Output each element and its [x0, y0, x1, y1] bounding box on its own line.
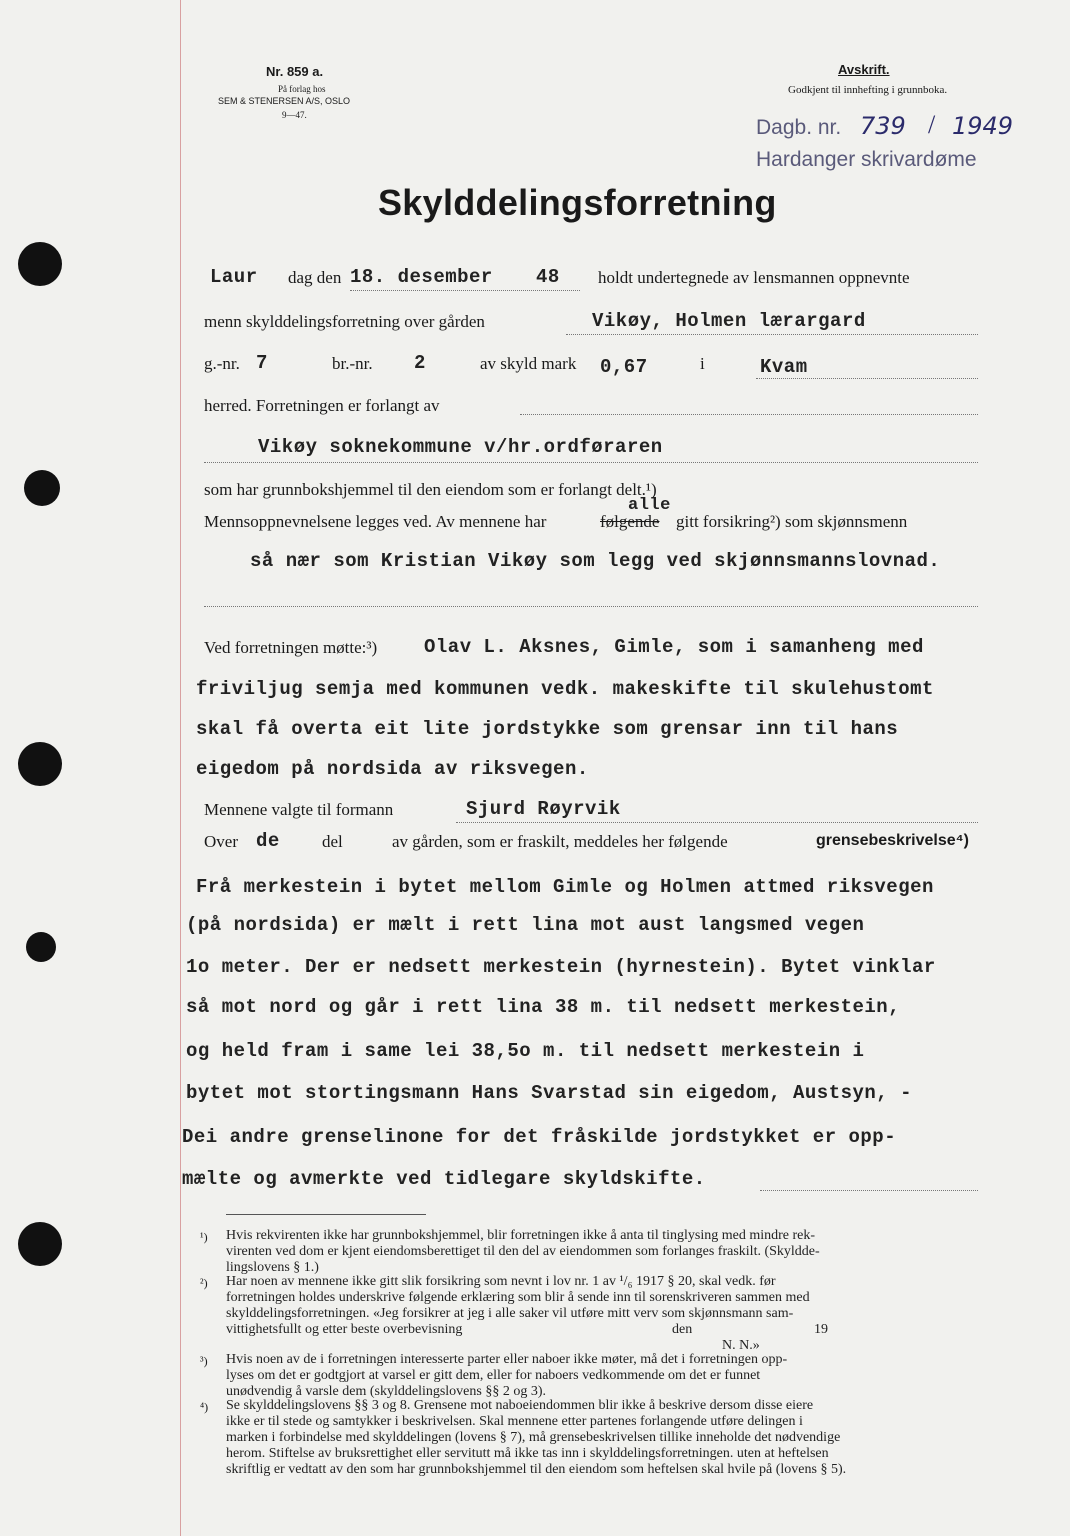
struck-word: følgende	[600, 512, 660, 531]
footnote-2-mark: ²)	[200, 1276, 208, 1290]
dagb-label: Dagb. nr.	[756, 116, 842, 139]
weekday-value: Laur	[210, 266, 258, 288]
punch-hole-2	[24, 470, 60, 506]
oppnevnelse-post: gitt forsikring²) som skjønnsmenn	[676, 512, 908, 531]
formann-name: Sjurd Røyrvik	[466, 798, 621, 820]
grense-label: grensebeskrivelse⁴)	[816, 832, 969, 849]
brnr-label: br.-nr.	[332, 354, 373, 373]
publisher-line-1: På forlag hos	[278, 84, 326, 94]
footnote-separator	[226, 1214, 426, 1215]
gnr-label: g.-nr.	[204, 354, 240, 373]
dag-den-label: dag den	[288, 268, 342, 287]
del-label: del	[322, 832, 343, 851]
punch-hole-3	[18, 742, 62, 786]
approved-text: Godkjent til innhefting i grunnboka.	[788, 84, 948, 96]
footnote-1-mark: ¹)	[200, 1230, 208, 1244]
requester: Vikøy soknekommune v/hr.ordføraren	[258, 436, 663, 458]
grense-line-4: så mot nord og går i rett lina 38 m. til nedsett merkestein,	[186, 996, 901, 1018]
footnote-3: Hvis noen av de i forretningen interesserte parter eller naboer ikke møter, må det i forretningen opp- lyses om det er godtgjort at varsel er gitt dem, eller for naboers vedkommende om det er funnet unødvendig å varsle dem (skylddelingslovens §§ 2 og 3).	[226, 1352, 788, 1399]
punch-hole-4	[26, 932, 56, 962]
grense-line-6: bytet mot stortingsmann Hans Svarstad sin eigedom, Austsyn, -	[186, 1082, 913, 1104]
grense-line-8: mælte og avmerkte ved tidlegare skyldskifte.	[182, 1168, 706, 1190]
form-number: Nr. 859 a.	[266, 64, 324, 79]
dagb-number: 739	[860, 112, 906, 140]
publisher-line-3: 9—47.	[282, 110, 307, 120]
punch-hole-5	[18, 1222, 62, 1266]
date-value: 18. desember	[350, 266, 493, 288]
office-stamp: Hardanger skrivardøme	[756, 148, 977, 171]
gnr-value: 7	[256, 352, 268, 374]
mote-label: Ved forretningen møtte:³)	[204, 638, 378, 657]
inserted-word: alle	[628, 496, 671, 515]
year-value: 48	[536, 266, 560, 288]
margin-rule	[180, 0, 181, 1536]
mote-line-4: eigedom på nordsida av riksvegen.	[196, 758, 589, 780]
mote-line-3: skal få overta eit lite jordstykke som grensar inn til hans	[196, 718, 899, 740]
mote-line-2: friviljug semja med kommunen vedk. makeskifte til skulehustomt	[196, 678, 934, 700]
document-title: Skylddelingsforretning	[378, 182, 777, 223]
gard-rest: av gården, som er fraskilt, meddeles her følgende	[392, 832, 728, 851]
dagb-slash: /	[928, 110, 936, 139]
grense-line-5: og held fram i same lei 38,5o m. til nedsett merkestein i	[186, 1040, 865, 1062]
copy-label: Avskrift.	[838, 62, 890, 77]
publisher-line-2: SEM & STENERSEN A/S, OSLO	[218, 96, 351, 106]
skyld-label: av skyld mark	[480, 354, 577, 373]
footnote-4-mark: ⁴)	[200, 1400, 209, 1414]
intro-rest: holdt undertegnede av lensmannen oppnevnte	[598, 268, 910, 287]
footnote-1: Hvis rekvirenten ikke har grunnbokshjemmel, blir forretningen ikke å anta til tinglysing med mindre rek- virenten ved dom er kjent eiendomsberettiget til den del av eiendommen som forlanges fraskilt. (Skyldde- lingslovens § 1.)	[226, 1228, 820, 1275]
menn-line: menn skylddelingsforretning over gården	[204, 312, 485, 331]
grense-line-7: Dei andre grenselinone for det fråskilde jordstykket er opp-	[182, 1126, 897, 1148]
farm-name: Vikøy, Holmen lærargard	[592, 310, 866, 332]
skyld-value: 0,67	[600, 356, 648, 378]
grunnbok-line: som har grunnbokshjemmel til den eiendom som er forlangt delt.¹)	[204, 480, 657, 499]
brnr-value: 2	[414, 352, 426, 374]
footnote-3-mark: ³)	[200, 1354, 208, 1368]
punch-hole-1	[18, 242, 62, 286]
grense-line-2: (på nordsida) er mælt i rett lina mot aust langsmed vegen	[186, 914, 865, 936]
formann-label: Mennene valgte til formann	[204, 800, 394, 819]
over-word: de	[256, 830, 280, 852]
oppnevnelse-pre: Mennsoppnevnelsene legges ved. Av mennene har	[204, 512, 547, 531]
exception-line: så nær som Kristian Vikøy som legg ved skjønnsmannslovnad.	[250, 550, 941, 572]
i-label: i	[700, 354, 705, 373]
mote-line-1: Olav L. Aksnes, Gimle, som i samanheng med	[424, 636, 924, 658]
municipality: Kvam	[760, 356, 808, 378]
grense-line-1: Frå merkestein i bytet mellom Gimle og Holmen attmed riksvegen	[196, 876, 934, 898]
footnote-4: Se skylddelingslovens §§ 3 og 8. Grensene mot naboeiendommen blir ikke å beskrive dersom disse eiere ikke er til stede og samtykker i beskrivelsen. Skal mennene etter partenes forlangende utføre delingen i marken i forbindelse med skylddelingen (lovens § 7), må grensebeskrivelsen tillike inneholde det nødvendige herom. Stiftelse av bruksrettighet eller servitutt må ikke tas inn i skylddelingsforretningen. uten at heftelsen skriftlig er vedtatt av den som har grunnbokshjemmel til den eiendom som heftelsen skal hvile på (lovens § 5).	[226, 1398, 847, 1477]
footnote-2: Har noen av mennene ikke gitt slik forsikring som nevnt i lov nr. 1 av ¹/₆ 1917 § 20, skal vedk. før forretningen holdes underskrive følgende erklæring som blir å sende inn til sorenskriveren sammen med skylddelingsforretningen. «Jeg forsikrer at jeg i alle saker vil utføre mitt verv som skjønnsmann sam- vittighetsfullt og etter beste overbevisning den 19 N. N.»	[226, 1274, 828, 1353]
over-label: Over	[204, 832, 238, 851]
herred-line: herred. Forretningen er forlangt av	[204, 396, 440, 415]
dagb-year: 1949	[952, 112, 1014, 140]
grense-line-3: 1o meter. Der er nedsett merkestein (hyrnestein). Bytet vinklar	[186, 956, 936, 978]
